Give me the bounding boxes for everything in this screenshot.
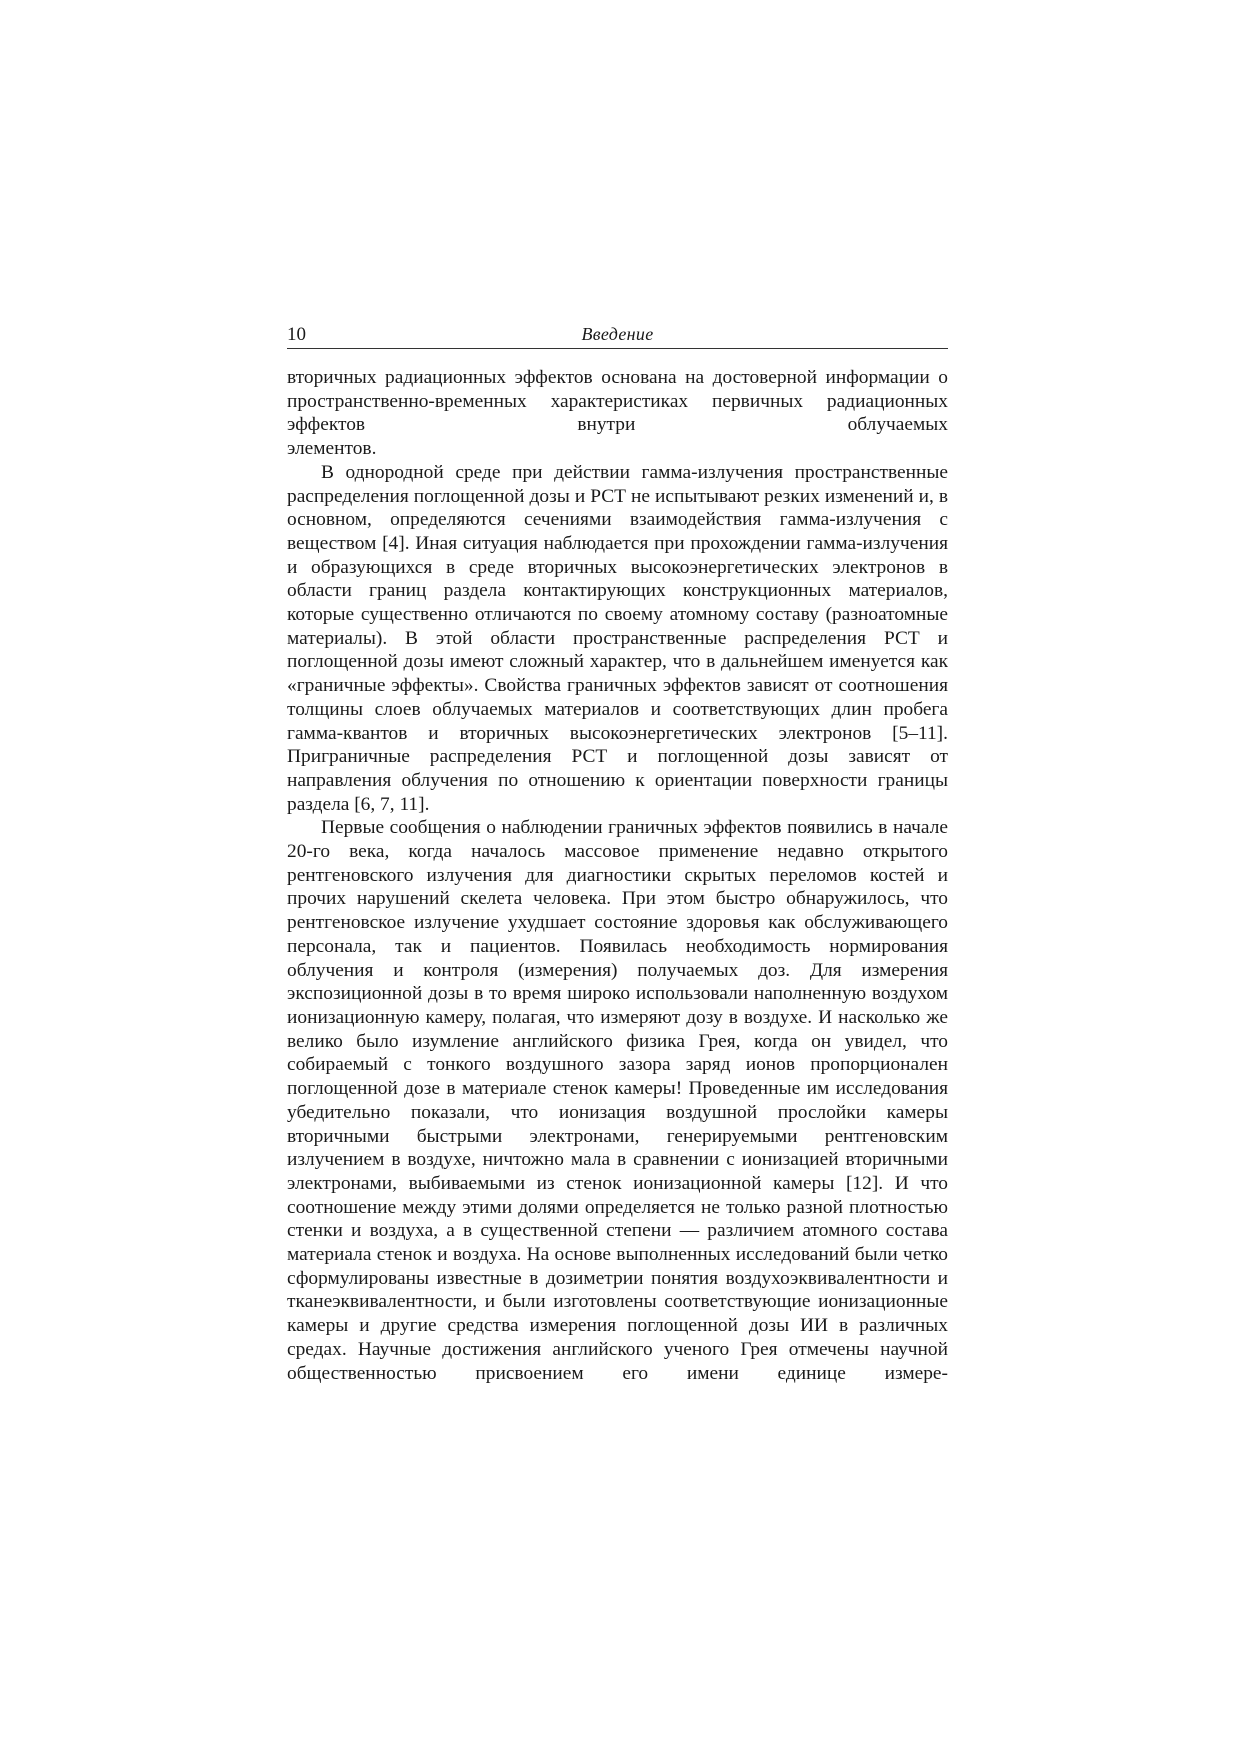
running-title: Введение [581, 324, 654, 344]
paragraph-text: вторичных радиационных эффектов основана на достоверной информации о пространственно-временных характеристиках первичных радиационных эффектов внутри облучаемых [287, 367, 948, 436]
paragraph [287, 816, 948, 1385]
paragraph-text: В однородной среде при действии гамма-излучения пространственные распределения поглощенной дозы и РСТ не испытывают резких изменений и, в основном, определяются сечениями взаимодействия гамма-излучения с веществом [4]. Иная ситуация наблюдается при прохождении гамма-излучения и образующихся в среде вторичных высокоэнергетических электронов в области границ раздела контактирующих конструкционных материалов, которые существенно отличаются по своему атомному составу (разноатомные материалы). В этой области пространственные распределения РСТ и поглощенной дозы имеют сложный характер, что в дальнейшем именуется как «граничные эффекты». Свойства граничных эффектов зависят от соотношения толщины слоев облучаемых материалов и соответствующих длин пробега гамма-квантов и вторичных высокоэнергетических электронов [5–11]. Приграничные распределения РСТ и поглощенной дозы зависят от направления облучения по отношению к ориентации поверхности границы [287, 461, 948, 791]
page-body [287, 366, 948, 1385]
paragraph-last-line: элементов. [287, 438, 377, 460]
paragraph-text: Первые сообщения о наблюдении граничных эффектов появились в начале 20-го века, когда началось массовое применение недавно открытого рентгеновского излучения для диагностики скрытых переломов костей и прочих нарушений скелета человека. При этом быстро обнаружилось, что рентгеновское излучение ухудшает состояние здоровья как обслуживающего персонала, так и пациентов. Появилась необходимость нормирования облучения и контроля (измерения) получаемых доз. Для измерения экспозиционной дозы в то время широко использовали наполненную воздухом ионизационную камеру, полагая, что измеряют дозу в воздухе. И насколько же велико было изумление английского физика Грея, когда он увидел, что собираемый с тонкого воздушного зазора заряд ионов пропорционален поглощенной дозе в материале стенок камеры! Проведенные им исследования убедительно показали, что ионизация воздушной прослойки камеры вторичными быстрыми электронами, генерируемыми рентгеновским излучением в воздухе, ничтожно мала в сравнении с ионизацией вторичными электронами, выбиваемыми из стенок ионизационной камеры [12]. И что соотношение между этими долями определяется не только разной плотностью стенки и воздуха, а в существенной степени — различием атомного состава материала стенок и воздуха. На основе выполненных исследований были четко сформулированы известные в дозиметрии понятия воздухоэквивалентности и тканеэквивалентности, и были изготовлены соответствующие ионизационные камеры и другие средства измерения поглощенной дозы ИИ в различных средах. Научные достижения английского ученого Грея отмечены научной общественностью присвоением его имени единице измере- [287, 817, 948, 1384]
page-number: 10 [287, 324, 306, 345]
paragraph-last-line: раздела [6, 7, 11]. [287, 793, 430, 815]
paragraph [287, 366, 948, 461]
page-header [287, 320, 948, 349]
paragraph [287, 461, 948, 817]
